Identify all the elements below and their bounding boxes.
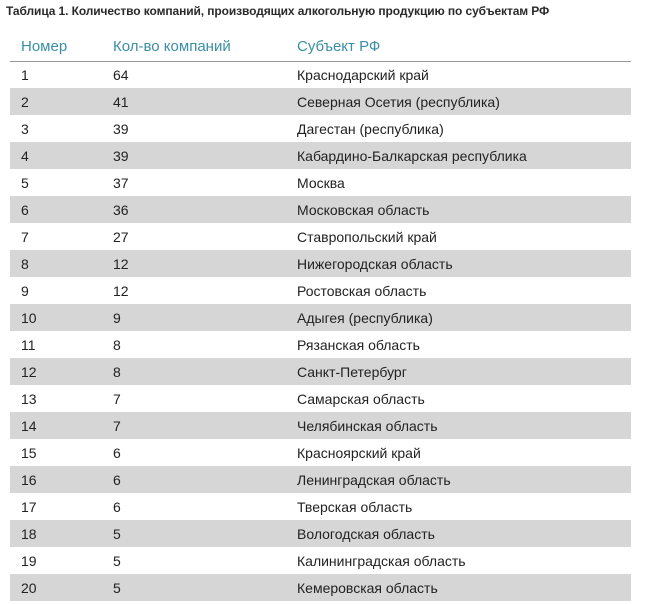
table-row <box>10 547 631 574</box>
cell-number: 8 <box>21 255 29 272</box>
cell-region: Рязанская область <box>297 336 420 353</box>
table-row <box>10 439 631 466</box>
cell-company-count: 9 <box>113 309 121 326</box>
cell-number: 4 <box>21 147 29 164</box>
cell-region: Северная Осетия (республика) <box>297 93 500 110</box>
cell-number: 18 <box>21 525 37 542</box>
cell-company-count: 7 <box>113 417 121 434</box>
column-header-number: Номер <box>10 32 110 61</box>
cell-company-count: 27 <box>113 228 129 245</box>
cell-company-count: 36 <box>113 201 129 218</box>
cell-region: Санкт-Петербург <box>297 363 407 380</box>
table-body <box>10 61 631 601</box>
cell-number: 1 <box>21 66 29 83</box>
table-row <box>10 115 631 142</box>
cell-region: Краснодарский край <box>297 66 429 83</box>
cell-region: Тверская область <box>297 498 413 515</box>
cell-number: 5 <box>21 174 29 191</box>
cell-region: Самарская область <box>297 390 425 407</box>
cell-region: Калининградская область <box>297 552 466 569</box>
cell-company-count: 64 <box>113 66 129 83</box>
cell-number: 3 <box>21 120 29 137</box>
cell-company-count: 6 <box>113 471 121 488</box>
cell-region: Кемеровская область <box>297 579 438 596</box>
table-row <box>10 223 631 250</box>
cell-region: Дагестан (республика) <box>297 120 444 137</box>
cell-region: Нижегородская область <box>297 255 453 272</box>
cell-region: Красноярский край <box>297 444 421 461</box>
cell-region: Московская область <box>297 201 430 218</box>
table-row <box>10 466 631 493</box>
cell-company-count: 5 <box>113 579 121 596</box>
cell-company-count: 6 <box>113 444 121 461</box>
table-header-row <box>10 32 631 61</box>
cell-number: 19 <box>21 552 37 569</box>
table-row <box>10 250 631 277</box>
cell-region: Ставропольский край <box>297 228 437 245</box>
cell-company-count: 41 <box>113 93 129 110</box>
cell-company-count: 12 <box>113 255 129 272</box>
table-row <box>10 412 631 439</box>
column-header-company-count: Кол-во компаний <box>110 32 294 61</box>
cell-region: Адыгея (республика) <box>297 309 433 326</box>
table-row <box>10 574 631 601</box>
cell-region: Кабардино-Балкарская республика <box>297 147 527 164</box>
table-row <box>10 196 631 223</box>
cell-company-count: 39 <box>113 120 129 137</box>
cell-region: Ростовская область <box>297 282 427 299</box>
cell-number: 7 <box>21 228 29 245</box>
cell-region: Ленинградская область <box>297 471 451 488</box>
cell-company-count: 8 <box>113 336 121 353</box>
cell-company-count: 5 <box>113 552 121 569</box>
cell-number: 6 <box>21 201 29 218</box>
cell-number: 11 <box>21 336 36 353</box>
table-row <box>10 358 631 385</box>
column-header-region: Субъект РФ <box>294 32 631 61</box>
table-row <box>10 385 631 412</box>
cell-number: 10 <box>21 309 37 326</box>
table-row <box>10 493 631 520</box>
cell-number: 13 <box>21 390 37 407</box>
cell-company-count: 5 <box>113 525 121 542</box>
cell-region: Вологодская область <box>297 525 435 542</box>
table-row <box>10 88 631 115</box>
table-row <box>10 304 631 331</box>
cell-number: 15 <box>21 444 37 461</box>
cell-number: 14 <box>21 417 37 434</box>
cell-company-count: 7 <box>113 390 121 407</box>
cell-company-count: 8 <box>113 363 121 380</box>
table-row <box>10 277 631 304</box>
cell-company-count: 39 <box>113 147 129 164</box>
table-row <box>10 520 631 547</box>
cell-company-count: 6 <box>113 498 121 515</box>
cell-company-count: 12 <box>113 282 129 299</box>
cell-region: Челябинская область <box>297 417 438 434</box>
cell-number: 9 <box>21 282 29 299</box>
cell-number: 16 <box>21 471 37 488</box>
cell-region: Москва <box>297 174 345 191</box>
table-row <box>10 169 631 196</box>
table-row <box>10 331 631 358</box>
cell-company-count: 37 <box>113 174 129 191</box>
table-row <box>10 142 631 169</box>
cell-number: 17 <box>21 498 37 515</box>
table-row <box>10 61 631 88</box>
cell-number: 2 <box>21 93 29 110</box>
cell-number: 12 <box>21 363 37 380</box>
companies-table <box>10 32 631 601</box>
cell-number: 20 <box>21 579 37 596</box>
table-caption: Таблица 1. Количество компаний, производящих алкогольную продукцию по субъектам РФ <box>6 4 550 18</box>
